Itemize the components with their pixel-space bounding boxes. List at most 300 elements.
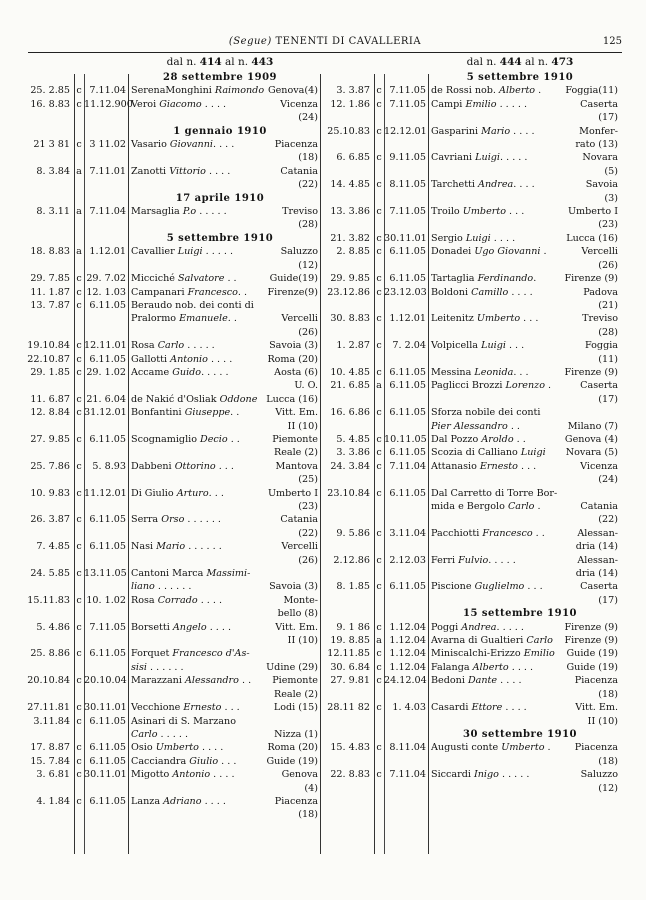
surname: Tarchetti <box>431 179 475 191</box>
officer-name-cell <box>128 594 318 607</box>
officer-name-cell <box>428 205 618 218</box>
officer-name-cell <box>428 339 618 352</box>
leader-dots: . . . <box>221 702 240 714</box>
leader-dots: . . . . <box>198 742 224 754</box>
leader-dots: . . . . . <box>498 769 530 781</box>
surname: Troilo <box>431 206 460 218</box>
continuation-line <box>322 567 618 580</box>
officer-name-cell <box>428 634 618 647</box>
blank <box>374 165 384 178</box>
officer-row <box>322 621 618 634</box>
birth-date: 5. 4.86 <box>36 621 70 633</box>
surname: Dal Pozzo <box>431 433 479 445</box>
surname: Borsetti <box>131 621 170 633</box>
surname: SerenaMonghini <box>131 85 212 97</box>
birth-date: 28.11 82 <box>327 702 370 714</box>
leader-dots: . . . . . . <box>184 514 221 526</box>
given-name: Andrea <box>461 621 497 633</box>
blank <box>84 554 128 567</box>
blank <box>384 782 428 795</box>
regiment: Genova(4) <box>267 85 318 97</box>
officer-name-cell <box>428 487 618 500</box>
commission-date: 6.11.05 <box>89 541 126 553</box>
continuation-line <box>22 379 318 392</box>
officer-name-cell <box>128 701 318 714</box>
officer-row <box>322 647 618 660</box>
officer-name-cell <box>128 661 318 674</box>
continuation-text: Reale (2) <box>273 688 318 700</box>
blank <box>22 379 74 392</box>
blank <box>374 473 384 486</box>
regiment: Vercelli <box>281 541 318 553</box>
blank <box>384 473 428 486</box>
officer-row <box>22 715 318 728</box>
leader-dots: . . . <box>215 460 234 472</box>
blank <box>322 111 374 124</box>
officer-row <box>322 634 618 647</box>
officer-name-cell <box>428 768 618 781</box>
given-name: Orso <box>161 514 185 526</box>
category-letter: c <box>376 648 382 660</box>
continuation-text: (12) <box>298 259 318 271</box>
regiment: Piacenza <box>574 742 618 754</box>
leader-dots: . . . . . <box>496 98 528 110</box>
right-column <box>322 56 618 795</box>
blank <box>322 326 374 339</box>
leader-dots: . . <box>230 407 240 419</box>
leader-dots: . . . . <box>205 165 231 177</box>
blank <box>84 111 128 124</box>
continuation-text: (24) <box>298 112 318 124</box>
category-letter: c <box>376 702 382 714</box>
continuation-text: (22) <box>598 514 618 526</box>
surname: Volpicella <box>431 340 479 352</box>
given-name: Umberto <box>476 313 521 325</box>
birth-date: 16. 6.86 <box>330 407 370 419</box>
blank <box>22 473 74 486</box>
section-date <box>22 232 318 245</box>
blank <box>322 540 374 553</box>
continuation-line <box>322 326 618 339</box>
officer-name-cell <box>428 232 618 245</box>
category-letter: c <box>76 487 82 499</box>
blank <box>322 218 374 231</box>
surname: Cacciandra <box>131 755 187 767</box>
regiment: Firenze(9) <box>267 286 318 298</box>
surname: Veroi <box>131 98 157 110</box>
given-name: Giuseppe <box>184 407 231 419</box>
regiment: Savoia (3) <box>269 581 318 593</box>
officer-row <box>322 661 618 674</box>
surname: Bedoni <box>431 675 465 687</box>
officer-row <box>22 701 318 714</box>
blank <box>84 500 128 513</box>
given-name: Ernesto <box>183 702 222 714</box>
officer-name-cell <box>128 513 318 526</box>
commission-date: 1.12.01 <box>389 313 426 325</box>
surname: Di Giulio <box>131 487 174 499</box>
birth-date: 16. 8.83 <box>30 98 70 110</box>
commission-date: 11.12.01 <box>84 487 127 499</box>
officer-row <box>322 768 618 781</box>
officer-row <box>22 661 318 674</box>
officer-name-cell <box>428 84 618 97</box>
blank <box>22 326 74 339</box>
continuation-text: II (10) <box>587 715 618 727</box>
given-name: Ettore <box>471 702 503 714</box>
category-letter: c <box>76 340 82 352</box>
regiment: Genova (4) <box>564 433 618 445</box>
surname: Scognamiglio <box>131 433 197 445</box>
blank <box>84 151 128 164</box>
category-letter: c <box>376 621 382 633</box>
category-letter: c <box>376 286 382 298</box>
surname: de Rossi nob. <box>431 85 496 97</box>
leader-dots: . . . <box>208 487 224 499</box>
officer-name-cell <box>428 661 618 674</box>
surname: Bonfantini <box>131 407 182 419</box>
continuation-line <box>322 755 618 768</box>
continuation-text: (17) <box>598 112 618 124</box>
leader-dots: . . . . <box>210 769 235 781</box>
officer-row <box>22 286 318 299</box>
continuation-text: U. O. <box>294 380 318 392</box>
continuation-line <box>22 473 318 486</box>
birth-date: 30. 6.84 <box>330 661 370 673</box>
heading-num-to: 443 <box>251 56 274 68</box>
birth-date: 22. 8.83 <box>330 769 370 781</box>
blank <box>74 634 84 647</box>
given-name: Luigi <box>475 152 500 164</box>
officer-row <box>22 138 318 151</box>
given-name: Umberto <box>462 206 506 218</box>
given-name: Aroldo <box>481 433 514 445</box>
commission-date: 6.11.05 <box>89 755 126 767</box>
blank <box>22 554 74 567</box>
blank <box>384 192 428 205</box>
officer-name-cell <box>128 674 318 687</box>
section-title: 15 settembre 1910 <box>462 608 577 620</box>
surname: Serra <box>131 514 159 526</box>
category-letter: a <box>376 635 382 647</box>
given-name: Francesco d'As- <box>172 648 250 660</box>
section-date <box>322 728 618 741</box>
category-letter: c <box>76 621 82 633</box>
section-title: 17 aprile 1910 <box>175 192 265 204</box>
birth-date: 27.11.81 <box>27 702 70 714</box>
officer-name-cell <box>128 98 318 111</box>
category-letter: c <box>76 514 82 526</box>
commission-date: 11.12.900 <box>84 98 133 110</box>
officer-row <box>322 84 618 97</box>
given-name: Pier Alessandro <box>431 420 508 432</box>
regiment: Guide (19) <box>266 755 318 767</box>
category-letter: c <box>376 769 382 781</box>
blank <box>84 218 128 231</box>
officer-name-cell <box>128 165 318 178</box>
commission-date <box>84 661 128 674</box>
blank <box>22 634 74 647</box>
leader-dots: . . . <box>505 206 525 218</box>
regiment: Novara (5) <box>565 447 618 459</box>
commission-date: 23.12.03 <box>384 286 427 298</box>
surname: Micciché <box>131 273 175 285</box>
officer-name-cell <box>428 580 618 593</box>
officer-row <box>22 594 318 607</box>
officer-row <box>22 339 318 352</box>
officer-row <box>22 755 318 768</box>
regiment: Piemonte <box>272 433 318 445</box>
birth-date: 22.10.87 <box>27 353 70 365</box>
birth-date: 20.10.84 <box>27 675 70 687</box>
blank <box>84 178 128 191</box>
officer-name-cell <box>128 433 318 446</box>
continuation-text: (5) <box>604 165 618 177</box>
officer-row <box>322 366 618 379</box>
birth-date: 25. 7.86 <box>30 460 70 472</box>
officer-name-cell <box>128 366 318 379</box>
commission-date: 6.11.05 <box>89 433 126 445</box>
category-letter: c <box>376 206 382 218</box>
birth-date: 15.11.83 <box>27 594 70 606</box>
leader-dots: . . . . <box>201 98 227 110</box>
leader-dots: . . . . . . <box>146 661 184 673</box>
continuation-text: (26) <box>298 326 318 338</box>
commission-date: 7.11.05 <box>389 206 426 218</box>
surname: Accame <box>131 366 170 378</box>
regiment: Mantova <box>275 460 318 472</box>
birth-date: 8. 3.84 <box>36 165 70 177</box>
birth-date: 23.10.84 <box>327 487 370 499</box>
surname: Zanotti <box>131 165 167 177</box>
officer-row <box>22 205 318 218</box>
surname: Pacchiotti <box>431 527 480 539</box>
blank <box>374 299 384 312</box>
blank <box>84 634 128 647</box>
birth-date <box>22 728 74 741</box>
blank <box>22 782 74 795</box>
officer-row <box>322 379 618 392</box>
given-name: Leonida <box>474 366 514 378</box>
leader-dots: . <box>544 742 551 754</box>
surname: Campanari <box>131 286 185 298</box>
surname: Ferri <box>431 554 456 566</box>
blank <box>84 473 128 486</box>
commission-date: 8.11.04 <box>389 742 426 754</box>
given-name: Carlo <box>157 340 185 352</box>
leader-dots: . . . . <box>502 702 527 714</box>
blank <box>384 165 428 178</box>
regiment: Umberto I <box>567 206 618 218</box>
birth-date: 8. 3.11 <box>36 206 70 218</box>
category-letter <box>374 500 384 513</box>
surname: Dal Carretto di Torre Bor- <box>431 487 558 499</box>
regiment: Firenze (9) <box>564 621 618 633</box>
officer-name-cell <box>128 795 318 808</box>
given-name: Ugo Giovanni <box>474 246 541 258</box>
leader-dots: . . . . . . <box>154 581 192 593</box>
regiment: Udine (29) <box>266 661 318 673</box>
given-name: Guglielmo <box>474 581 525 593</box>
birth-date: 5. 4.85 <box>336 433 370 445</box>
surname: Piscione <box>431 581 472 593</box>
blank <box>374 567 384 580</box>
blank <box>74 111 84 124</box>
category-letter: a <box>76 206 82 218</box>
category-letter: c <box>76 755 82 767</box>
blank <box>384 111 428 124</box>
continuation-text: (25) <box>298 474 318 486</box>
officer-name-cell <box>428 272 618 285</box>
category-letter: c <box>76 702 82 714</box>
commission-date: 1.12.04 <box>389 648 426 660</box>
regiment: Caserta <box>580 98 618 110</box>
continuation-line <box>22 607 318 620</box>
continuation-line <box>22 446 318 459</box>
leader-dots: . . . . <box>212 139 235 151</box>
commission-date: 30.11.01 <box>84 769 127 781</box>
birth-date: 27. 9.81 <box>330 675 370 687</box>
category-letter: c <box>76 85 82 97</box>
blank <box>322 513 374 526</box>
officer-row <box>22 366 318 379</box>
surname: Beraudo nob. dei conti di <box>131 299 254 311</box>
officer-name-cell <box>428 379 618 392</box>
surname: Casardi <box>431 702 469 714</box>
continuation-line <box>22 634 318 647</box>
blank <box>74 688 84 701</box>
given-name: Arturo <box>176 487 209 499</box>
given-name: Giacomo <box>159 98 202 110</box>
blank <box>74 446 84 459</box>
leader-dots: . <box>535 85 542 97</box>
category-letter <box>74 728 84 741</box>
blank <box>74 782 84 795</box>
blank <box>322 353 374 366</box>
birth-date: 8. 1.85 <box>336 581 370 593</box>
surname: Avarna di Gualtieri <box>431 635 524 647</box>
surname: Tartaglia <box>431 273 475 285</box>
leader-dots: . . . . <box>508 286 533 298</box>
regiment: Foggia <box>585 340 618 352</box>
category-letter: c <box>376 179 382 191</box>
commission-date: 6.11.05 <box>389 380 426 392</box>
given-name: Ottorino <box>174 460 216 472</box>
blank <box>74 808 84 821</box>
officer-name-cell <box>128 353 318 366</box>
continuation-line <box>322 540 618 553</box>
given-name: Carlo <box>526 635 553 647</box>
blank <box>374 259 384 272</box>
blank <box>322 782 374 795</box>
surname: Poggi <box>431 621 459 633</box>
given-name: Massimi- <box>206 568 251 580</box>
birth-date: 25.10.83 <box>327 125 370 137</box>
title-prefix: (Segue) <box>228 36 272 47</box>
category-letter: c <box>76 286 82 298</box>
regiment: Milano (7) <box>567 420 618 432</box>
category-letter <box>374 420 384 433</box>
commission-date: 31.12.01 <box>84 407 127 419</box>
continuation-text: II (10) <box>287 635 318 647</box>
regiment: Treviso <box>282 206 318 218</box>
surname: Cavriani <box>431 152 473 164</box>
given-name: Adriano <box>163 795 202 807</box>
regiment: Alessan- <box>577 554 618 566</box>
leader-dots: . . . <box>517 460 537 472</box>
category-letter: a <box>76 165 82 177</box>
continuation-text: (28) <box>598 326 618 338</box>
category-letter: c <box>376 433 382 445</box>
officer-row <box>322 98 618 111</box>
leader-dots: . . . <box>505 340 525 352</box>
regiment: Treviso <box>582 313 618 325</box>
officer-name-cell <box>428 366 618 379</box>
officer-row <box>322 125 618 138</box>
commission-date: 1.12.04 <box>389 621 426 633</box>
continuation-line <box>322 782 618 795</box>
category-letter: c <box>76 715 82 727</box>
blank <box>84 808 128 821</box>
birth-date: 24. 3.84 <box>330 460 370 472</box>
birth-date: 19.10.84 <box>27 340 70 352</box>
given-name: Emilio <box>523 648 555 660</box>
regiment: Vicenza <box>580 460 618 472</box>
officer-name-cell <box>428 286 618 299</box>
surname: Boldoni <box>431 286 469 298</box>
blank <box>74 473 84 486</box>
leader-dots: . . . . <box>513 179 535 191</box>
leader-dots: . . <box>237 286 248 298</box>
officer-name-cell <box>428 125 618 138</box>
surname: Scozia di Calliano <box>431 447 518 459</box>
category-letter: c <box>376 232 382 244</box>
surname: Cavallier <box>131 246 175 258</box>
given-name: Luigi <box>465 232 491 244</box>
blank <box>374 755 384 768</box>
continuation-text: (18) <box>598 688 618 700</box>
category-letter: c <box>376 152 382 164</box>
officer-row <box>22 540 318 553</box>
regiment: Monte- <box>283 594 318 606</box>
left-column-heading <box>22 56 318 71</box>
officer-name-cell <box>428 500 618 513</box>
category-letter: a <box>76 246 82 258</box>
category-letter: c <box>76 568 82 580</box>
birth-date: 13. 7.87 <box>30 299 70 311</box>
officer-name-cell <box>128 580 318 593</box>
commission-date: 10.11.05 <box>384 433 427 445</box>
officer-name-cell <box>128 460 318 473</box>
birth-date: 2.12.86 <box>333 554 370 566</box>
continuation-line <box>22 151 318 164</box>
category-letter: c <box>376 407 382 419</box>
given-name: Alberto <box>499 85 536 97</box>
commission-date: 6.11.05 <box>389 447 426 459</box>
category-letter: c <box>76 353 82 365</box>
continuation-text: (18) <box>598 755 618 767</box>
commission-date: 1.12.01 <box>89 246 126 258</box>
heading-part: dal n. <box>166 56 200 68</box>
continuation-line <box>322 165 618 178</box>
regiment: Vitt. Em. <box>275 621 318 633</box>
page-number: 125 <box>602 36 622 47</box>
given-name: Vittorio <box>169 165 206 177</box>
birth-date: 25. 2.85 <box>30 85 70 97</box>
leader-dots: . . <box>238 675 252 687</box>
given-name: Inigo <box>473 769 499 781</box>
blank <box>22 151 74 164</box>
